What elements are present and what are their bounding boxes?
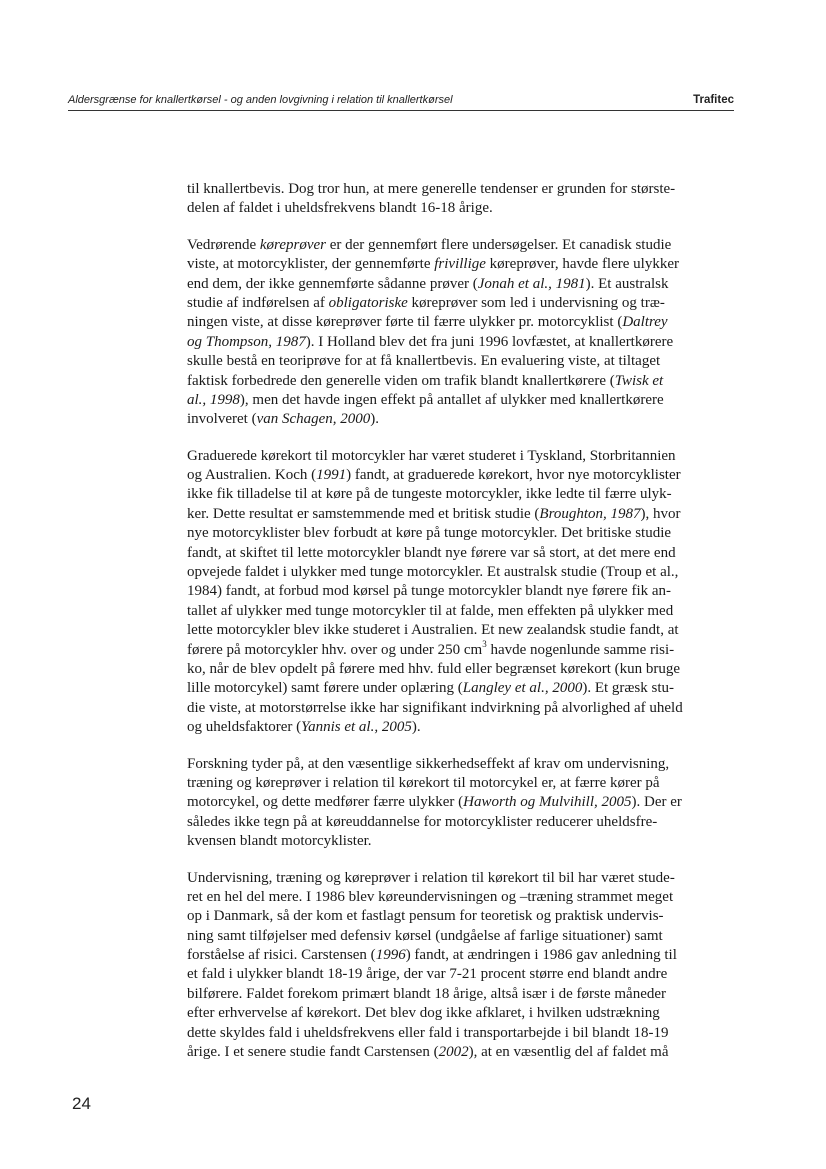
- text-line: således ikke tegn på at køreuddannelse for motorcyklister reducerer uheldsfre-: [187, 813, 658, 830]
- text-line: forståelse af risici. Carstensen (1996) fandt, at ændringen i 1986 gav anledning til: [187, 947, 677, 964]
- text-line: 1984) fandt, at forbud mod kørsel på tunge motorcykler blandt nye førere fik an-: [187, 583, 672, 600]
- text-line: Graduerede kørekort til motorcykler har været studeret i Tyskland, Storbritannien: [187, 447, 676, 464]
- text-line: kvensen blandt motorcyklister.: [187, 833, 372, 850]
- text-line: Forskning tyder på, at den væsentlige sikkerhedseffekt af krav om undervisning,: [187, 755, 670, 772]
- paragraph: [187, 869, 722, 1063]
- text-line: og Australien. Koch (1991) fandt, at graduerede kørekort, hvor nye motorcyklister: [187, 467, 681, 484]
- text-line: die viste, at motorstørrelse ikke har signifikant indvirkning på alvorlighed af uheld: [187, 699, 683, 716]
- text-line: efter erhvervelse af kørekort. Det blev dog ikke afklaret, i hvilken udstrækning: [187, 1005, 660, 1022]
- text-line: faktisk forbedrede den generelle viden om trafik blandt knallertkørere (Twisk et: [187, 372, 664, 389]
- text-line: ikke fik tilladelse til at køre på de tungeste motorcykler, ikke ledte til færre ulyk-: [187, 486, 672, 503]
- text-line: bilførere. Faldet forekom primært blandt 18 årige, altså især i de første måneder: [187, 985, 667, 1002]
- running-header: [68, 92, 734, 111]
- text-line: og uheldsfaktorer (Yannis et al., 2005).: [187, 719, 421, 736]
- text-line: ningen viste, at disse køreprøver førte til færre ulykker pr. motorcyklist (Daltrey: [187, 314, 668, 331]
- text-line: et fald i ulykker blandt 18-19 årige, der var 7-21 procent større end blandt andre: [187, 966, 668, 983]
- text-line: al., 1998), men det havde ingen effekt på antallet af ulykker med knallertkørere: [187, 391, 664, 408]
- text-line: op i Danmark, så der kom et fastlagt pensum for teoretisk og praktisk undervis-: [187, 908, 664, 925]
- text-line: og Thompson, 1987). I Holland blev det fra juni 1996 lovfæstet, at knallertkørere: [187, 333, 674, 350]
- text-line: fandt, at skiftet til lette motorcykler blandt nye førere var så stort, at det mere end: [187, 544, 676, 561]
- text-line: end dem, der ikke gennemførte sådanne prøver (Jonah et al., 1981). Et australsk: [187, 275, 669, 292]
- page-number: 24: [72, 1094, 91, 1113]
- text-line: årige. I et senere studie fandt Carstensen (2002), at en væsentlig del af faldet må: [187, 1044, 669, 1061]
- paragraph: [187, 236, 722, 430]
- text-line: studie af indførelsen af obligatoriske køreprøver som led i undervisning og træ-: [187, 294, 665, 311]
- text-line: motorcykel, og dette medfører færre ulykker (Haworth og Mulvihill, 2005). Der er: [187, 794, 682, 811]
- text-line: delen af faldet i uheldsfrekvens blandt 16-18 årige.: [187, 200, 493, 217]
- text-line: opvejede faldet i ulykker med tunge motorcykler. Et australsk studie (Troup et al.,: [187, 564, 679, 581]
- text-line: ko, når de blev opdelt på førere med hhv. fuld eller begrænset kørekort (kun bruge: [187, 660, 681, 677]
- text-line: involveret (van Schagen, 2000).: [187, 411, 380, 428]
- text-line: ning samt tilføjelser med defensiv kørsel (undgåelse af farlige situationer) samt: [187, 927, 663, 944]
- text-line: skulle bestå en teoriprøve for at få knallertbevis. En evaluering viste, at tiltaget: [187, 353, 661, 370]
- text-line: lille motorcykel) samt førere under oplæring (Langley et al., 2000). Et græsk stu-: [187, 680, 674, 697]
- header-brand: Trafitec: [693, 94, 734, 106]
- text-line: viste, at motorcyklister, der gennemførte frivillige køreprøver, havde flere ulykker: [187, 256, 679, 273]
- header-title: Aldersgrænse for knallertkørsel - og anden lovgivning i relation til knallertkørsel: [68, 94, 453, 106]
- paragraph: [187, 447, 722, 738]
- text-line: førere på motorcykler hhv. over og under 250 $cm^3$ havde nogenlunde samme risi-: [187, 638, 675, 658]
- text-line: nye motorcyklister blev forbudt at køre på tunge motorcykler. Det britiske studie: [187, 525, 672, 542]
- text-line: træning og køreprøver i relation til kørekort til motorcykel er, at færre kører på: [187, 774, 660, 791]
- text-line: ret en hel del mere. I 1986 blev køreundervisningen og –træning strammet meget: [187, 888, 674, 905]
- text-line: Vedrørende køreprøver er der gennemført flere undersøgelser. Et canadisk studie: [187, 236, 672, 253]
- body-text: [187, 180, 722, 1079]
- text-line: Undervisning, træning og køreprøver i relation til kørekort til bil har været stude-: [187, 869, 675, 886]
- text-line: lette motorcykler blev ikke studeret i Australien. Et new zealandsk studie fandt, at: [187, 622, 679, 639]
- text-line: dette skyldes fald i uheldsfrekvens eller fald i transportarbejde i bil blandt 18-19: [187, 1024, 669, 1041]
- text-line: ker. Dette resultat er samstemmende med et britisk studie (Broughton, 1987), hvor: [187, 505, 681, 522]
- paragraph: [187, 180, 722, 219]
- text-line: til knallertbevis. Dog tror hun, at mere generelle tendenser er grunden for største-: [187, 181, 676, 197]
- text-line: tallet af ulykker med tunge motorcykler til at falde, men effekten på ulykker med: [187, 602, 674, 619]
- paragraph: [187, 755, 722, 852]
